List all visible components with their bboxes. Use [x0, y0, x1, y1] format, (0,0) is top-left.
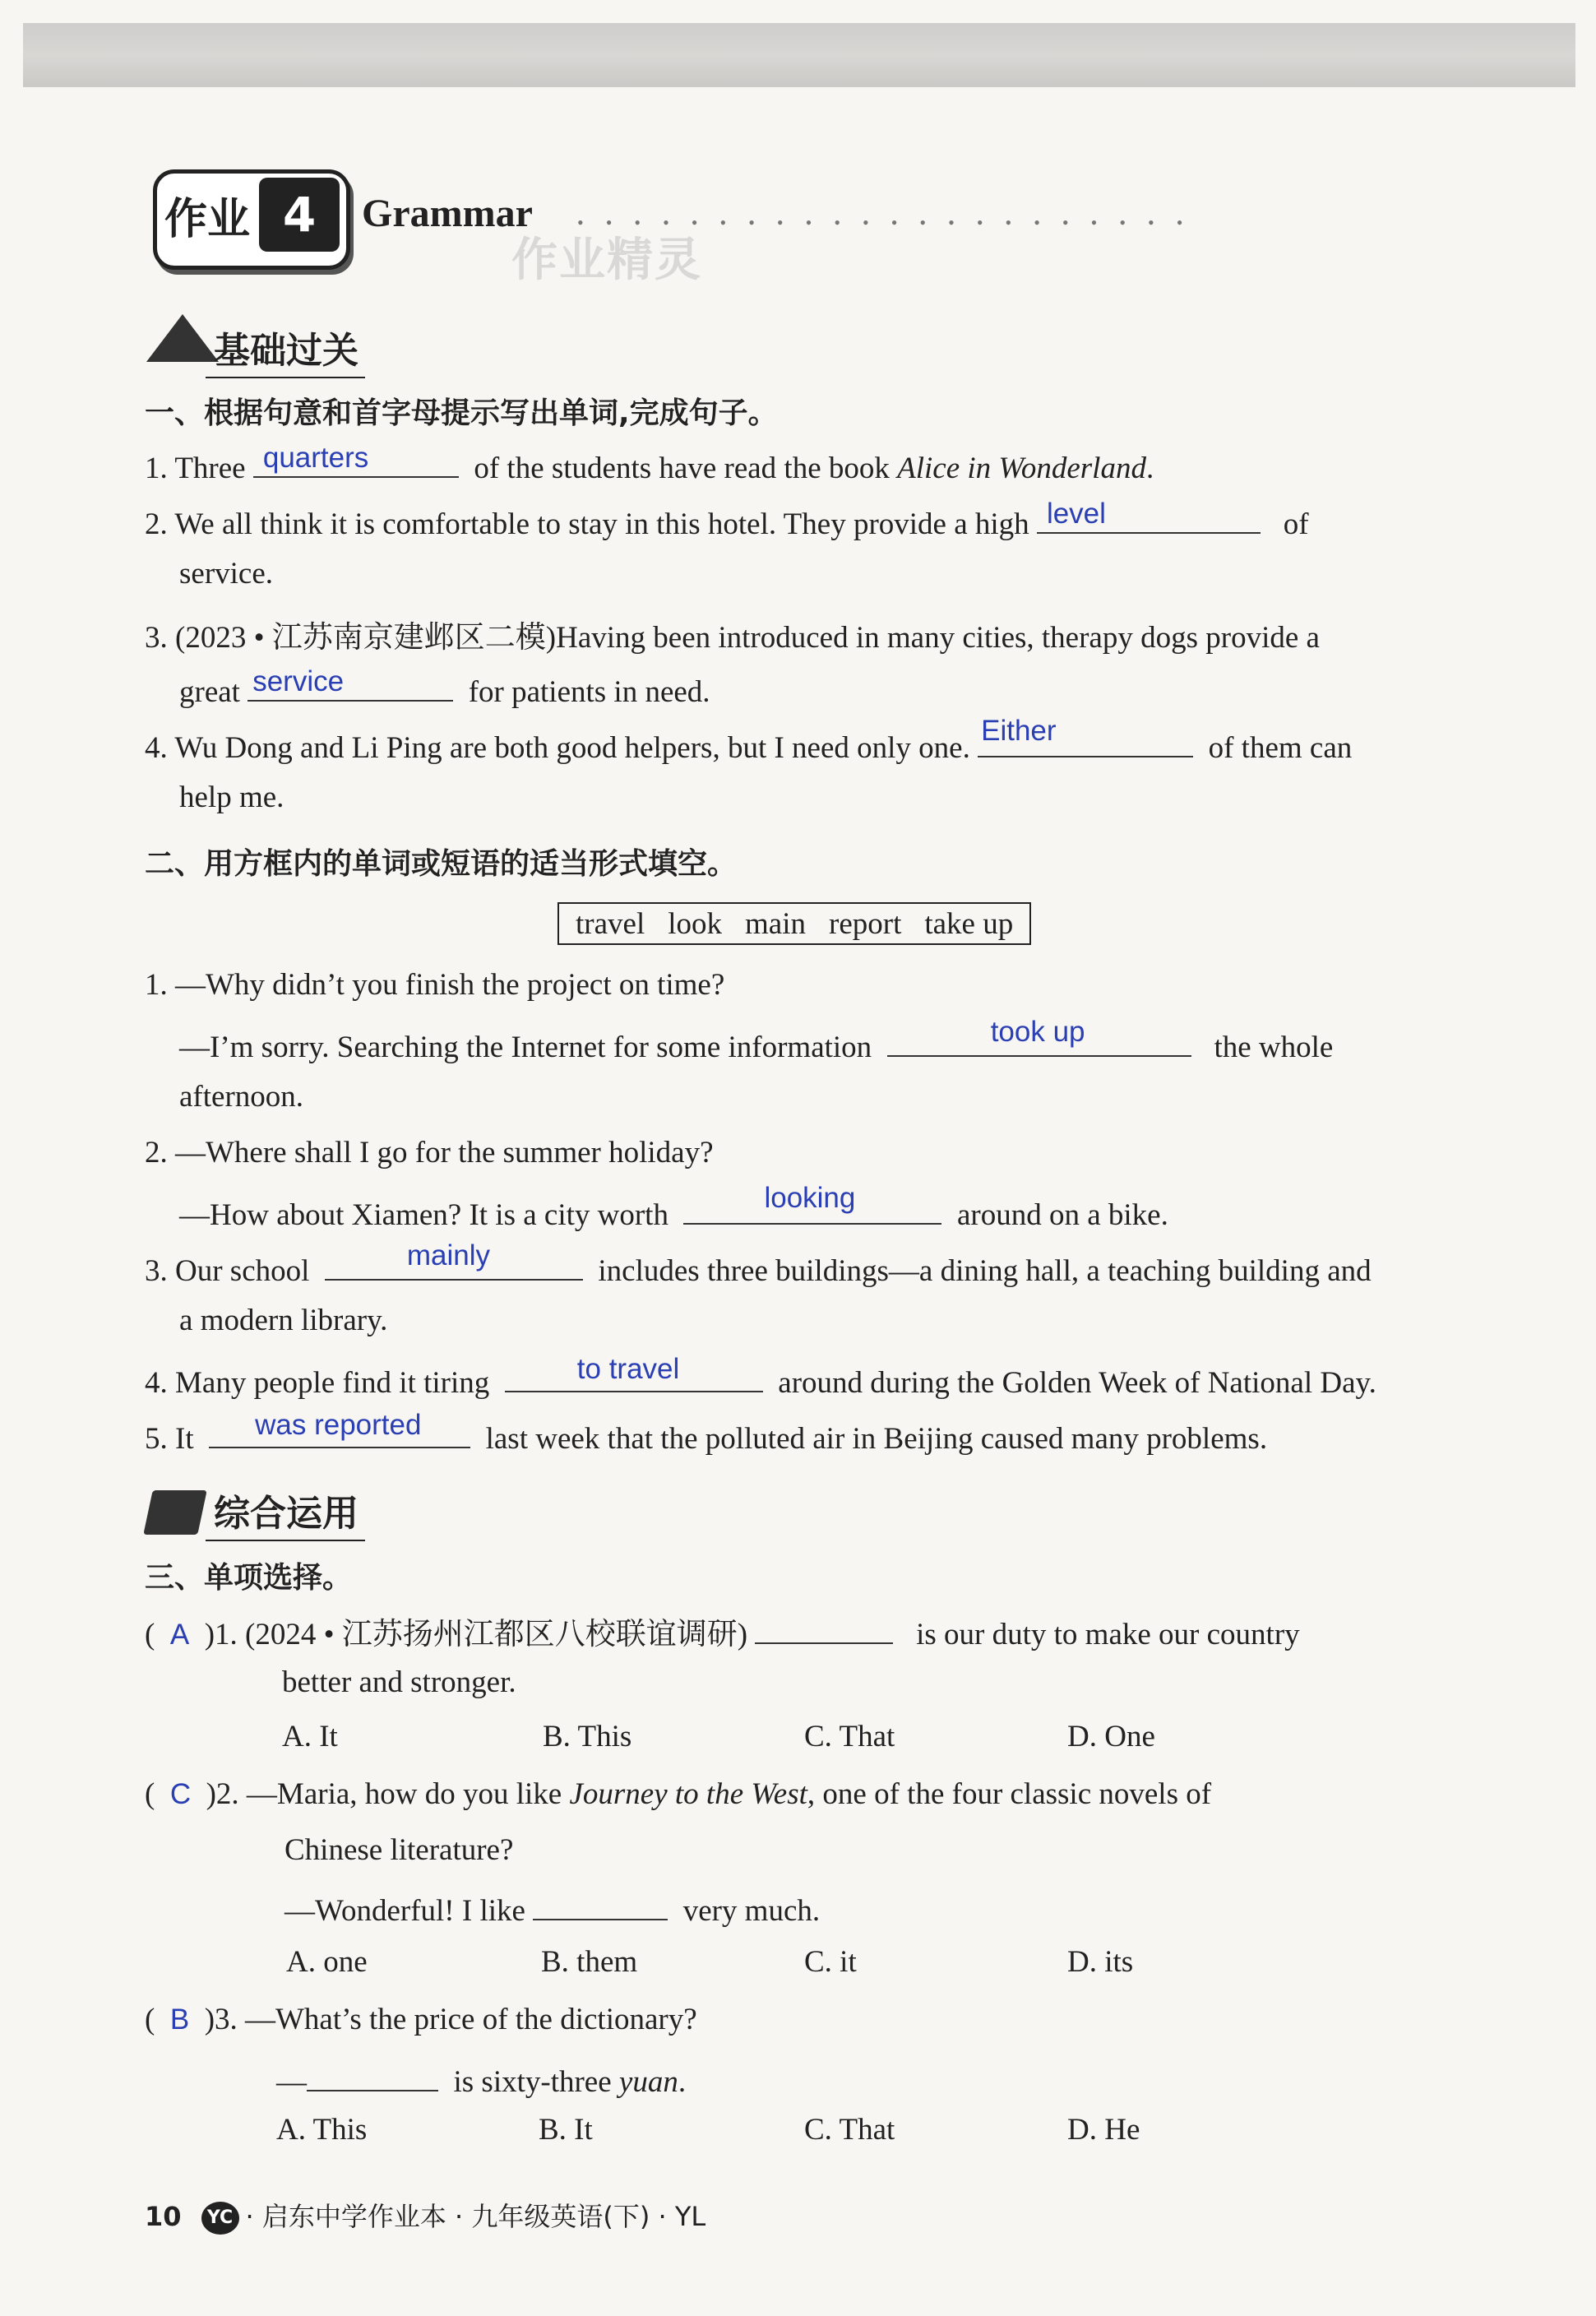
- part1-q2: 2. We all think it is comfortable to stay in this hotel. They provide a high level of: [145, 497, 1309, 541]
- word-box-item: report: [829, 907, 902, 941]
- mc-q2-option-d[interactable]: D. its: [1067, 1945, 1134, 1979]
- watermark: 作业精灵: [511, 234, 702, 287]
- part2-q1: 1. —Why didn’t you finish the project on time?: [145, 968, 725, 1002]
- part1-q3-cont: great service for patients in need.: [179, 665, 710, 709]
- page-number: 10: [145, 2201, 182, 2232]
- book-icon: [143, 1490, 206, 1535]
- mc-q3-option-c[interactable]: C. That: [804, 2113, 895, 2147]
- part2-q2: 2. —Where shall I go for the summer holiday?: [145, 1136, 714, 1170]
- mc-q2-option-a[interactable]: A. one: [286, 1945, 368, 1979]
- answer-q4: Either: [981, 714, 1057, 747]
- part1-q2-cont: service.: [179, 557, 274, 591]
- part1-q4-cont: help me.: [179, 780, 285, 814]
- word-box-item: look: [668, 907, 723, 941]
- answer-q1: quarters: [262, 441, 369, 474]
- footer-text: · 启东中学作业本 · 九年级英语(下) · YL: [245, 2201, 706, 2232]
- answer-q3: service: [252, 665, 345, 697]
- mc-q3-option-a[interactable]: A. This: [276, 2113, 368, 2147]
- mc-q2-option-c[interactable]: C. it: [804, 1945, 857, 1979]
- mc-q1-option-a[interactable]: A. It: [282, 1720, 338, 1753]
- mc-q1-option-b[interactable]: B. This: [543, 1720, 632, 1753]
- mc-q1-cont: better and stronger.: [282, 1665, 516, 1699]
- mc-q3: ( B )3. —What’s the price of the dictionary?: [145, 2003, 697, 2036]
- section-title-basics: 基础过关: [214, 321, 359, 373]
- section-title-application: 综合运用: [214, 1484, 359, 1536]
- part2-q2-reply: —How about Xiamen? It is a city worth looking around on a bike.: [179, 1181, 1168, 1232]
- page-footer: [145, 2196, 705, 2235]
- part2-q1-reply: —I’m sorry. Searching the Internet for some information took up the whole: [179, 1015, 1334, 1064]
- part1-heading: 一、根据句意和首字母提示写出单词,完成句子。: [145, 396, 778, 430]
- part2-heading: 二、用方框内的单词或短语的适当形式填空。: [145, 847, 738, 881]
- word-box-item: travel: [576, 907, 645, 941]
- word-box-item: main: [745, 907, 806, 941]
- part1-q1: 1. Three quarters of the students have read the book Alice in Wonderland.: [145, 441, 1154, 485]
- answer-part2-q1: took up: [990, 1015, 1085, 1048]
- publisher-logo-icon: YC: [201, 2202, 239, 2235]
- mc-q2: ( C )2. —Maria, how do you like Journey to the West, one of the four classic novels of: [145, 1777, 1212, 1811]
- part3-heading: 三、单项选择。: [145, 1561, 353, 1595]
- word-box: [557, 902, 1031, 945]
- answer-q2: level: [1046, 497, 1106, 530]
- mc-q1-option-c[interactable]: C. That: [804, 1720, 895, 1753]
- part2-q3: 3. Our school mainly includes three buildings—a dining hall, a teaching building and: [145, 1239, 1372, 1288]
- answer-part2-q4: to travel: [576, 1352, 680, 1385]
- title-dots: ••••••••••••••••••••••: [577, 212, 1205, 233]
- mc-q3-option-b[interactable]: B. It: [539, 2113, 593, 2147]
- mc-q1-answer: A: [169, 1619, 190, 1651]
- mc-q3-reply: — is sixty-three yuan.: [276, 2058, 686, 2100]
- mountain-icon: [146, 314, 219, 362]
- part2-q4: 4. Many people find it tiring to travel around during the Golden Week of National Day.: [145, 1352, 1376, 1400]
- mc-q2-cont: Chinese literature?: [285, 1833, 514, 1867]
- homework-label: 作业: [164, 195, 251, 244]
- mc-q1: ( A )1. (2024 • 江苏扬州江都区八校联谊调研) is our duty to make our country: [145, 1609, 1300, 1653]
- mc-q3-answer: B: [169, 2003, 190, 2036]
- part1-q3: 3. (2023 • 江苏南京建邺区二模)Having been introduced in many cities, therapy dogs provide a: [145, 621, 1320, 655]
- answer-part2-q5: was reported: [255, 1408, 422, 1441]
- part1-q4: 4. Wu Dong and Li Ping are both good helpers, but I need only one. Either of them can: [145, 714, 1353, 765]
- page-title: Grammar: [362, 192, 533, 235]
- homework-number: 4: [259, 178, 340, 252]
- mc-q2-reply: —Wonderful! I like very much.: [285, 1887, 820, 1929]
- mc-q1-option-d[interactable]: D. One: [1067, 1720, 1155, 1753]
- answer-part2-q3: mainly: [406, 1239, 491, 1271]
- mc-q2-option-b[interactable]: B. them: [541, 1945, 638, 1979]
- mc-q2-answer: C: [169, 1778, 192, 1810]
- part2-q3-cont: a modern library.: [179, 1304, 388, 1337]
- mc-q3-option-d[interactable]: D. He: [1067, 2113, 1140, 2147]
- part2-q5: 5. It was reported last week that the polluted air in Beijing caused many problems.: [145, 1408, 1268, 1456]
- part2-q1-cont: afternoon.: [179, 1080, 304, 1114]
- word-box-item: take up: [924, 907, 1014, 941]
- answer-part2-q2: looking: [764, 1181, 856, 1214]
